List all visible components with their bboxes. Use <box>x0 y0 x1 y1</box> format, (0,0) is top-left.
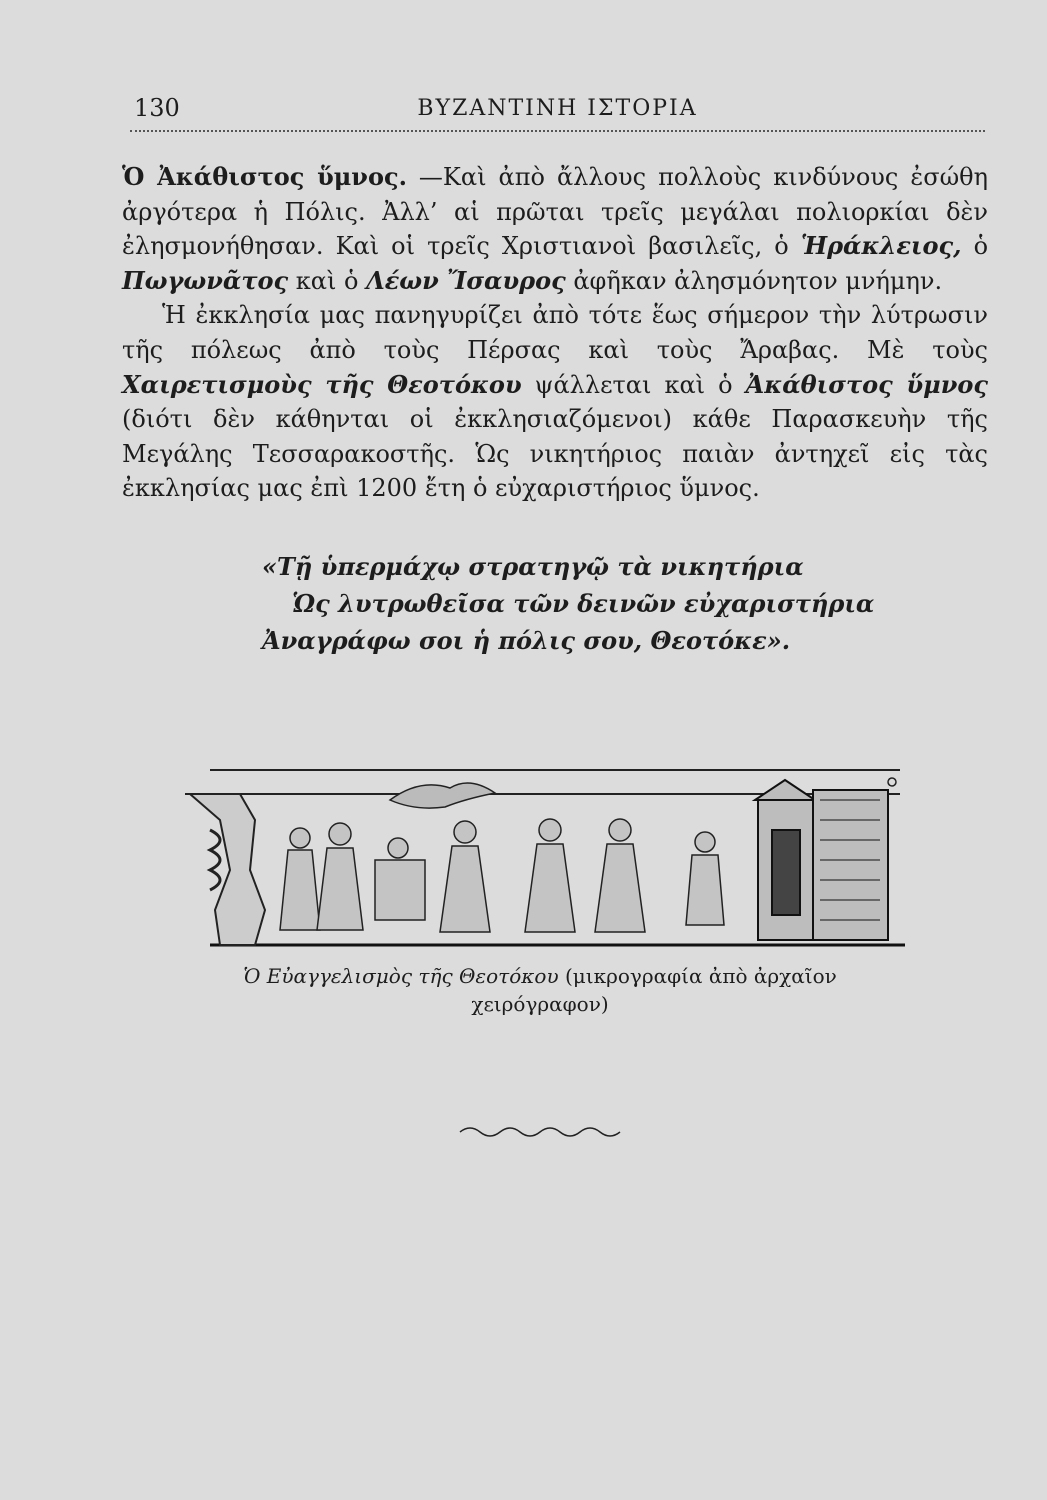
text-run: —Καὶ ἀπὸ ἄλλους πολλοὺς κινδύνους ἐσώθη ἀργότερα ἡ Πόλις. Ἀλλ’ αἱ πρῶται τρεῖς μεγάλαι πολιορκίαι δὲν ἐλησμονήθησαν. Καὶ οἱ τρεῖς Χριστιανοὶ βασιλεῖς, ὁ <box>122 163 988 261</box>
paragraph-1 <box>122 160 988 298</box>
text-run: Ἡ ἐκκλησία μας πανηγυρίζει ἀπὸ τότε ἕως σήμερον τὴν λύτρωσιν τῆς πόλεως ἀπὸ τοὺς Πέρσας καὶ τοὺς Ἄραβας. Μὲ τοὺς <box>122 301 988 364</box>
figure-caption <box>240 962 840 1018</box>
running-title: ΒΥΖΑΝΤΙΝΗ ΙΣΤΟΡΙΑ <box>417 96 698 121</box>
hymn-line-1: «Τῇ ὑπερμάχῳ στρατηγῷ τὰ νικητήρια <box>262 552 804 581</box>
header-rule <box>130 130 985 132</box>
annunciation-miniature <box>180 760 910 960</box>
decorative-ornament <box>455 1120 625 1140</box>
akathistos-term: Ἀκάθιστος ὕμνος <box>745 369 988 399</box>
page-number: 130 <box>134 94 180 122</box>
chairetismoi-term: Χαιρετισμοὺς τῆς Θεοτόκου <box>122 369 522 399</box>
name-leon: Λέων Ἴσαυρος <box>366 265 566 295</box>
name-heraclius: Ἡράκλειος, <box>800 231 962 261</box>
text-run: ὁ <box>961 232 989 261</box>
hymn-quote <box>262 548 962 659</box>
hymn-line-2: Ὡς λυτρωθεῖσα τῶν δεινῶν εὐχαριστήρια <box>292 589 875 618</box>
text-run: καὶ ὁ <box>288 266 367 295</box>
hymn-line-3: Ἀναγράφω σοι ἡ πόλις σου, Θεοτόκε». <box>262 626 791 655</box>
section-heading: Ὁ Ἀκάθιστος ὕμνος. <box>122 162 407 191</box>
text-run: ἀφῆκαν ἀλησμόνητον μνήμην. <box>565 266 943 295</box>
page-header <box>130 92 985 128</box>
name-pogonatos: Πωγωνᾶτος <box>122 265 289 295</box>
text-run: (διότι δὲν κάθηνται οἱ ἐκκλησιαζόμενοι) κάθε Παρασκευὴν τῆς Μεγάλης Τεσσαρακοστῆς. Ὡς νικητήριος παιὰν ἀντηχεῖ εἰς τὰς ἐκκλησίας μας ἐπὶ 1200 ἔτη ὁ εὐχαριστήριος ὕμνος. <box>122 405 988 503</box>
text-run: ψάλλεται καὶ ὁ <box>521 370 746 399</box>
caption-note: (μικρογραφία ἀπὸ ἀρχαῖον χειρόγραφον) <box>471 964 837 1016</box>
main-text <box>122 160 988 506</box>
paragraph-2 <box>122 298 988 506</box>
caption-title: Ὁ Εὐαγγελισμὸς τῆς Θεοτόκου <box>243 964 559 988</box>
